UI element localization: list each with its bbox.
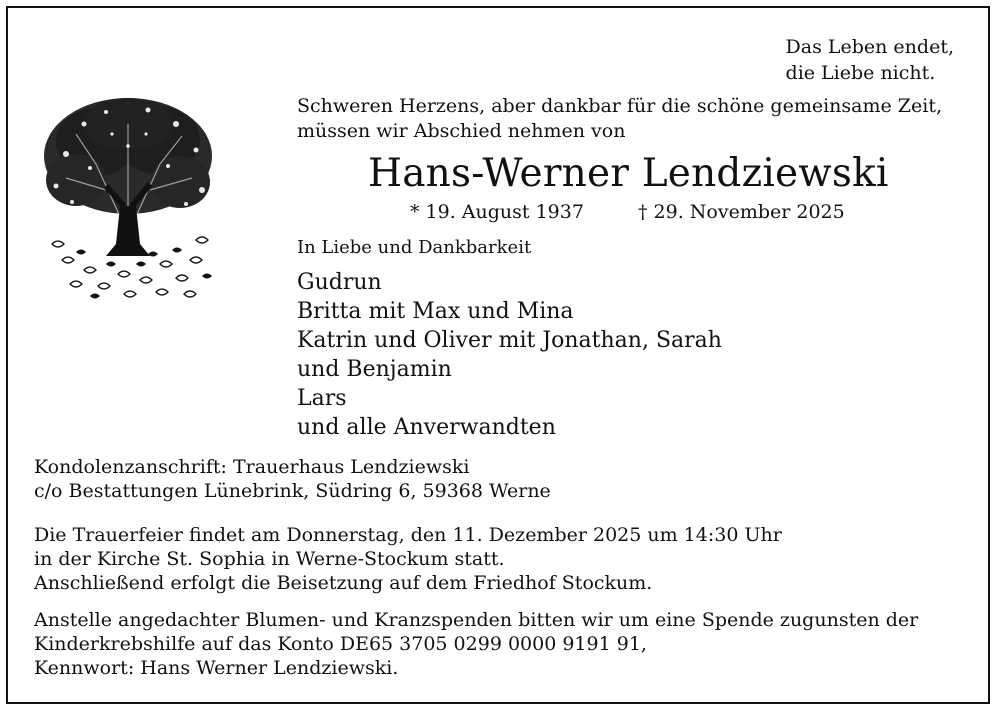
intro-text <box>297 94 942 144</box>
donation-line: Kinderkrebshilfe auf das Konto DE65 3705 0299 0000 9191 91, <box>34 633 647 655</box>
donation-info <box>34 608 918 680</box>
mourner-line: und alle Anverwandten <box>297 415 556 440</box>
motto <box>786 34 954 86</box>
intro-line: müssen wir Abschied nehmen von <box>297 120 626 142</box>
deceased-name: Hans-Werner Lendziewski <box>368 151 889 196</box>
tree-with-falling-leaves-icon <box>36 94 218 310</box>
condolence-line: c/o Bestattungen Lünebrink, Südring 6, 59368 Werne <box>34 480 551 502</box>
mourner-line: und Benjamin <box>297 357 452 382</box>
motto-line: die Liebe nicht. <box>785 62 936 84</box>
funeral-info <box>34 523 782 595</box>
birth-date: * 19. August 1937 <box>410 201 584 223</box>
motto-line: Das Leben endet, <box>785 36 954 58</box>
funeral-line: in der Kirche St. Sophia in Werne-Stockum statt. <box>34 548 505 570</box>
mourner-line: Katrin und Oliver mit Jonathan, Sarah <box>297 328 722 353</box>
mourners-intro: In Liebe und Dankbarkeit <box>297 237 532 258</box>
mourners-list <box>297 268 722 442</box>
condolence-address <box>34 455 551 503</box>
mourner-line: Lars <box>297 386 347 411</box>
condolence-line: Kondolenzanschrift: Trauerhaus Lendziewski <box>34 456 470 478</box>
funeral-line: Die Trauerfeier findet am Donnerstag, den 11. Dezember 2025 um 14:30 Uhr <box>34 524 782 546</box>
mourner-line: Britta mit Max und Mina <box>297 299 574 324</box>
funeral-line: Anschließend erfolgt die Beisetzung auf dem Friedhof Stockum. <box>34 572 653 594</box>
mourner-line: Gudrun <box>297 270 382 295</box>
death-date: † 29. November 2025 <box>638 201 845 223</box>
donation-line: Anstelle angedachter Blumen- und Kranzspenden bitten wir um eine Spende zugunsten der <box>34 609 919 631</box>
intro-line: Schweren Herzens, aber dankbar für die schöne gemeinsame Zeit, <box>297 95 942 117</box>
donation-line: Kennwort: Hans Werner Lendziewski. <box>34 657 399 679</box>
